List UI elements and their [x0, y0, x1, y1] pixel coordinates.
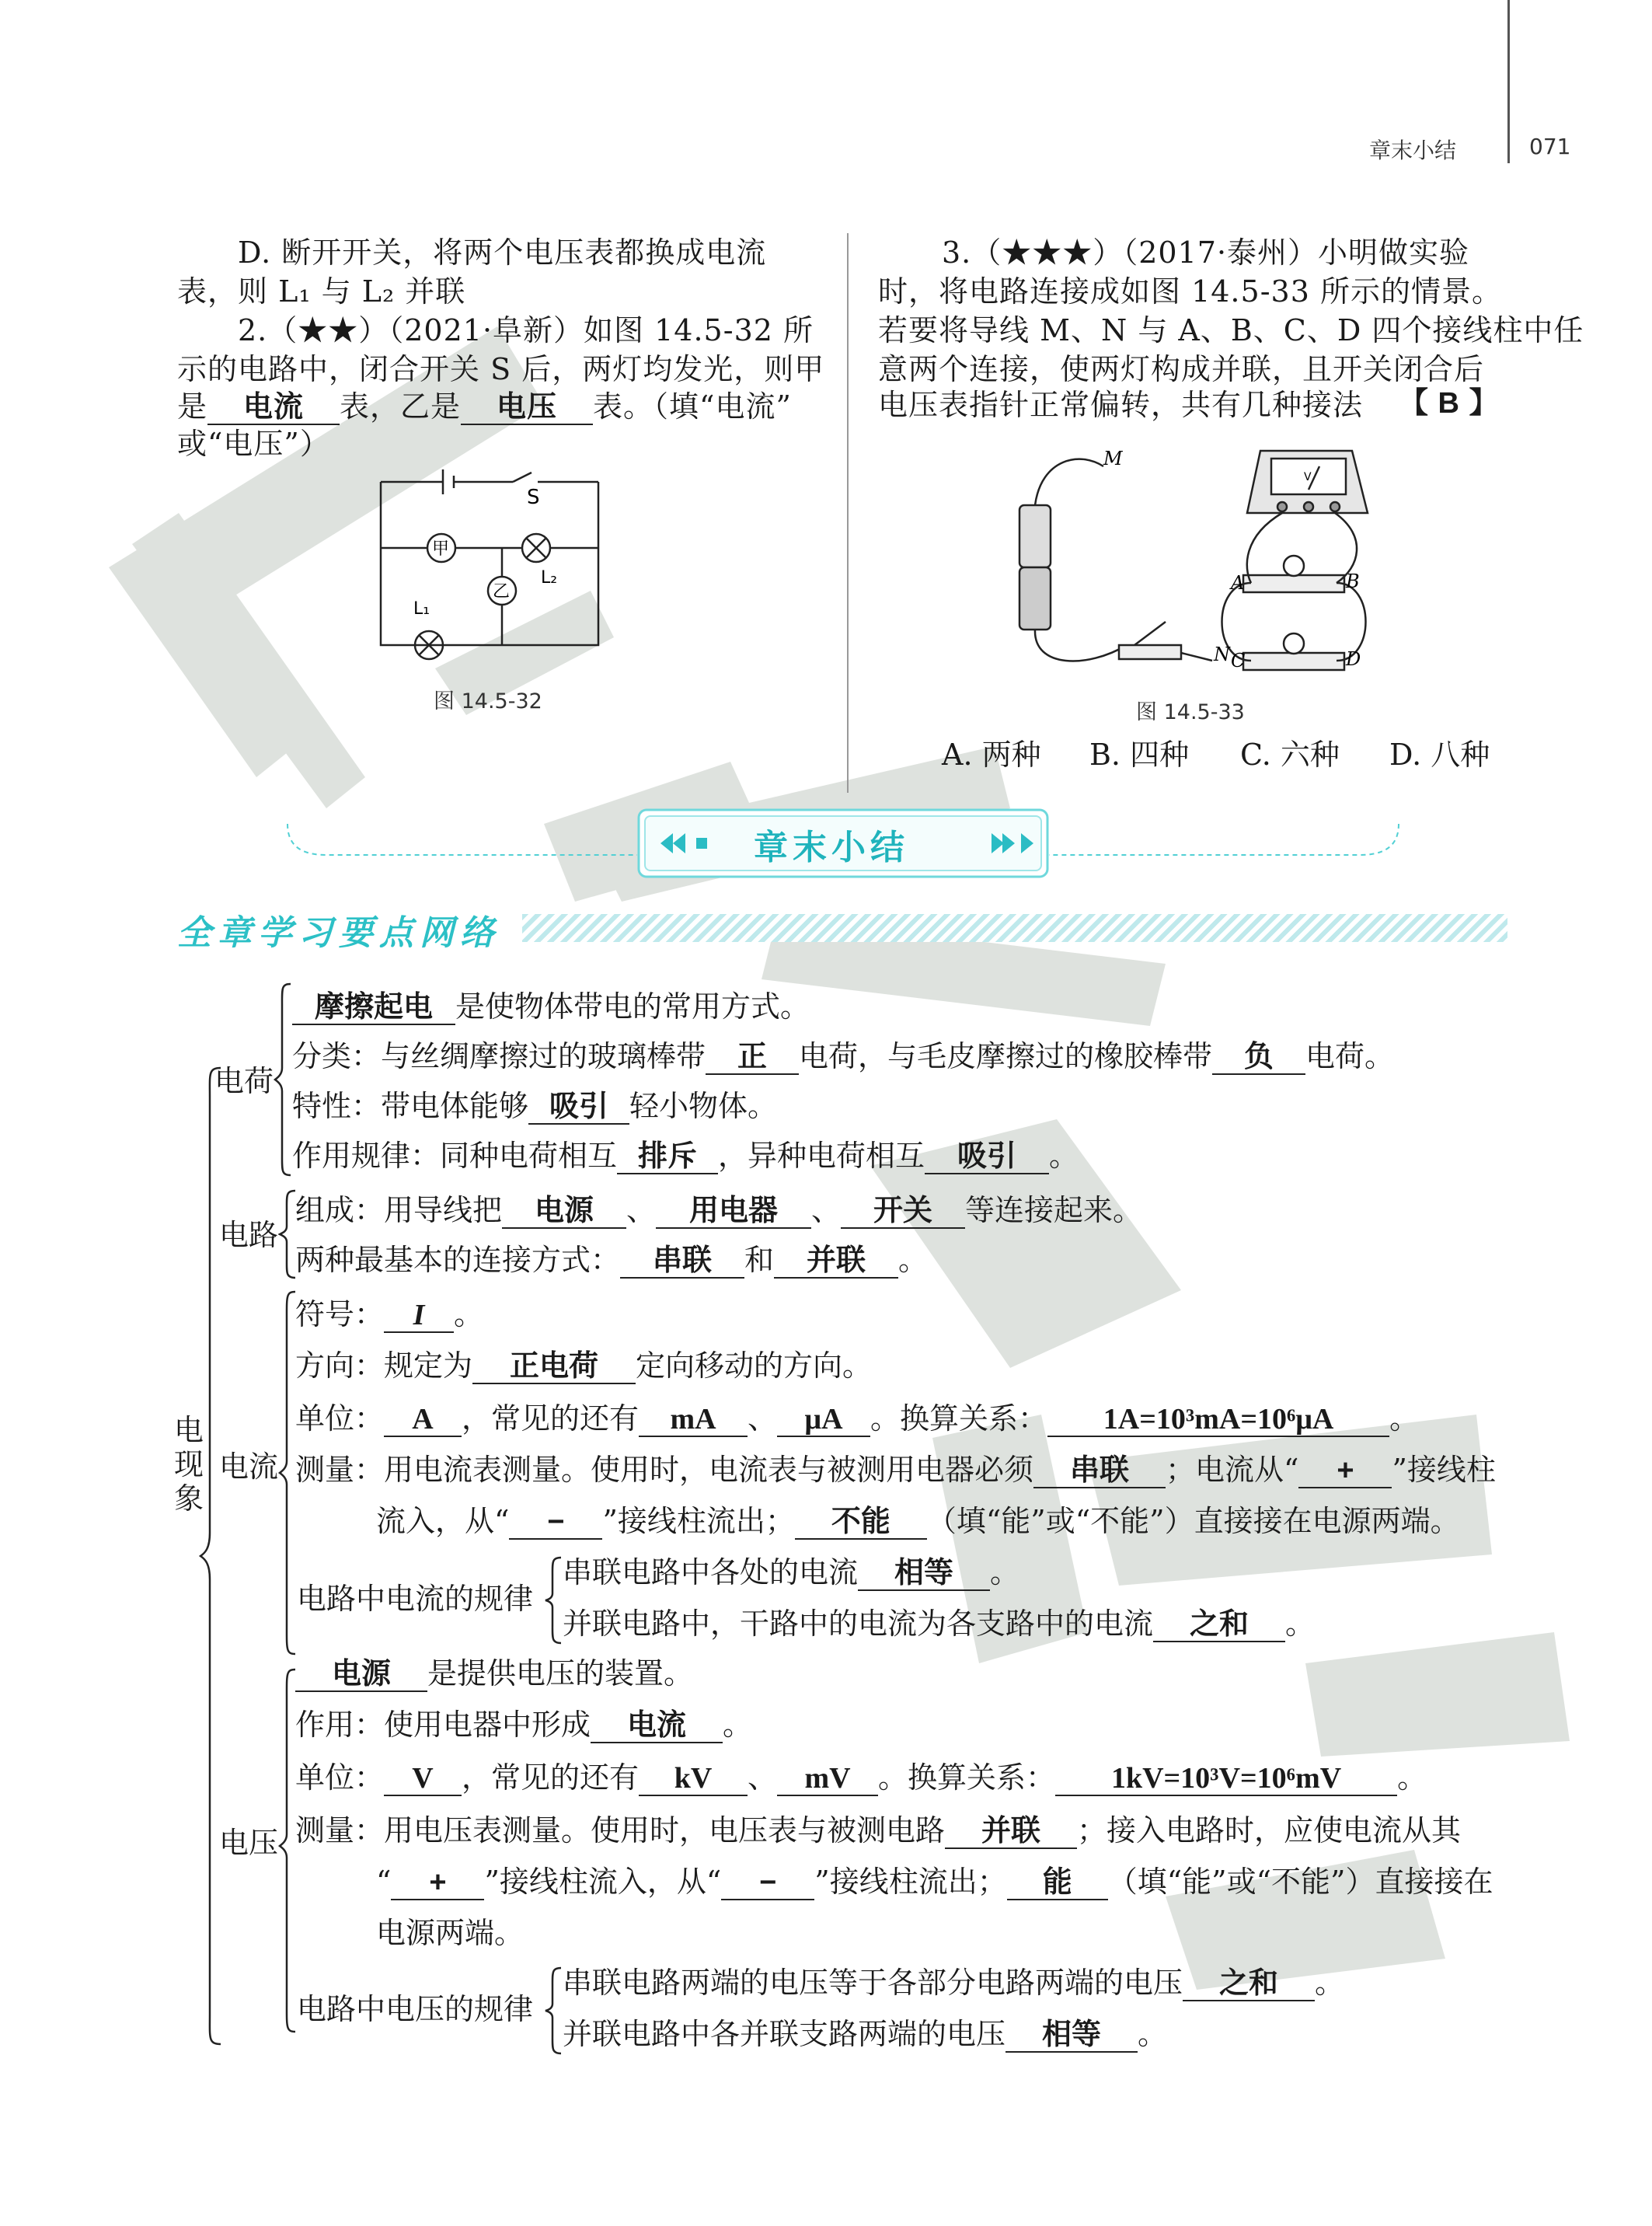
circuit-row-1: 组成：用导线把 电源 、 用电器 、 开关 等连接起来。	[295, 1193, 1143, 1227]
svg-text:L₂: L₂	[541, 568, 558, 588]
current-brace	[278, 1290, 297, 1656]
svg-text:S: S	[527, 486, 540, 509]
charge-row-1: 摩擦起电 是使物体带电的常用方式。	[292, 987, 810, 1026]
svg-text:V: V	[1304, 471, 1312, 483]
voltage-row-6: 电源两端。	[376, 1916, 525, 1950]
option-d-line1: D. 断开开关，将两个电压表都换成电流	[238, 236, 767, 270]
q2-line2: 示的电路中，闭合开关 S 后，两灯均发光，则甲	[177, 352, 825, 386]
q2-line1: 2.（★★）（2021·阜新）如图 14.5-32 所	[238, 313, 814, 347]
q3-answer: 【 B 】	[1399, 387, 1500, 420]
current-rule-label: 电路中电流的规律	[297, 1582, 534, 1616]
root-brace	[199, 1066, 222, 2046]
figure-caption-33: 图 14.5-33	[1136, 700, 1245, 724]
q2-answer-2: 电压	[461, 391, 593, 425]
q2-line3: 是 电流 表，乙是 电压 表。（填“电流”	[177, 389, 792, 424]
q2-answer-1: 电流	[207, 391, 340, 425]
circuit-label: 电路	[219, 1218, 279, 1252]
current-row-4: 测量：用电流表测量。使用时，电流表与被测用电器必须 串联 ；电流从“ + ”接线柱	[295, 1453, 1496, 1487]
charge-brace	[274, 982, 292, 1177]
current-row-1: 符号： I 。	[295, 1297, 484, 1331]
option-c: C. 六种	[1240, 738, 1340, 772]
q3-line4: 意两个连接，使两灯构成并联，且开关闭合后	[878, 352, 1485, 386]
voltage-row-1: 电源 是提供电压的装置。	[295, 1654, 693, 1693]
q3-line5: 电压表指针正常偏转，共有几种接法	[878, 388, 1364, 422]
voltage-row-4: 测量：用电压表测量。使用时，电压表与被测电路 并联 ；接入电路时，应使电流从其	[295, 1813, 1462, 1847]
q2-line4: 或“电压”）	[177, 427, 330, 461]
circuit-photo-14-5-33	[1010, 435, 1383, 692]
figure-caption-32: 图 14.5-32	[434, 689, 542, 714]
banner-title: 章末小结	[754, 828, 909, 867]
svg-text:C: C	[1231, 650, 1246, 672]
option-b: B. 四种	[1089, 738, 1190, 772]
option-d-line2: 表，则 L₁ 与 L₂ 并联	[177, 274, 466, 309]
voltage-rule-1: 串联电路两端的电压等于各部分电路两端的电压 之和 。	[563, 1966, 1345, 2000]
voltage-rule-brace	[544, 1966, 563, 2055]
voltage-label: 电压	[219, 1826, 279, 1860]
current-row-2: 方向：规定为 正电荷 定向移动的方向。	[295, 1349, 873, 1383]
column-divider	[847, 233, 849, 793]
answer-friction: 摩擦起电	[292, 991, 455, 1025]
charge-label: 电荷	[214, 1064, 274, 1098]
header-rule	[1507, 0, 1510, 163]
q3-line1: 3.（★★★）（2017·泰州）小明做实验	[942, 236, 1470, 270]
voltage-row-2: 作用：使用电器中形成 电流 。	[295, 1708, 753, 1742]
root-label: 电现象	[174, 1413, 204, 1516]
option-a: A. 两种	[942, 738, 1041, 772]
voltage-row-5: “ + ”接线柱流入，从“ − ”接线柱流出； 能 （填“能”或“不能”）直接接在	[376, 1865, 1493, 1899]
svg-text:N: N	[1214, 644, 1230, 665]
circuit-row-2: 两种最基本的连接方式： 串联 和 并联 。	[295, 1243, 929, 1277]
svg-text:B: B	[1346, 570, 1360, 592]
current-label: 电流	[219, 1450, 279, 1484]
svg-text:A: A	[1231, 572, 1245, 594]
voltage-row-3: 单位： V ，常见的还有 kV 、 mV 。换算关系： 1kV=10³V=10⁶mV 。	[295, 1760, 1427, 1795]
current-rule-1: 串联电路中各处的电流 相等 。	[563, 1555, 1020, 1589]
voltage-rule-label: 电路中电压的规律	[297, 1992, 534, 2026]
svg-text:乙: 乙	[493, 582, 511, 602]
title-stripe	[522, 914, 1507, 942]
network-title: 全章学习要点网络	[177, 913, 500, 953]
svg-text:L₁: L₁	[413, 599, 430, 619]
charge-row-2: 分类：与丝绸摩擦过的玻璃棒带 正 电荷，与毛皮摩擦过的橡胶棒带 负 电荷。	[292, 1039, 1395, 1073]
q3-line3: 若要将导线 M、N 与 A、B、C、D 四个接线柱中任	[878, 313, 1584, 347]
circuit-brace	[278, 1189, 297, 1279]
svg-text:D: D	[1346, 648, 1361, 670]
voltage-rule-2: 并联电路中各并联支路两端的电压 相等 。	[563, 2017, 1168, 2051]
charge-row-4: 作用规律：同种电荷相互 排斥 ，异种电荷相互 吸引 。	[292, 1139, 1079, 1173]
current-rule-2: 并联电路中，干路中的电流为各支路中的电流 之和 。	[563, 1607, 1316, 1641]
page-number: 071	[1529, 134, 1571, 159]
section-header: 章末小结	[1369, 138, 1457, 163]
current-row-3: 单位： A ，常见的还有 mA 、 μA 。换算关系： 1A=10³mA=10⁶μA 。	[295, 1401, 1420, 1436]
svg-text:甲: 甲	[432, 539, 450, 559]
current-row-5: 流入，从“ − ”接线柱流出； 不能 （填“能”或“不能”）直接接在电源两端。	[376, 1504, 1460, 1538]
voltage-brace	[278, 1668, 297, 2033]
option-d: D. 八种	[1389, 738, 1490, 772]
current-rule-brace	[544, 1556, 563, 1645]
q3-line2: 时，将电路连接成如图 14.5-33 所示的情景。	[878, 274, 1502, 309]
svg-text:M: M	[1103, 448, 1123, 469]
circuit-diagram-14-5-32	[365, 459, 606, 661]
charge-row-3: 特性：带电体能够 吸引 轻小物体。	[292, 1089, 778, 1123]
